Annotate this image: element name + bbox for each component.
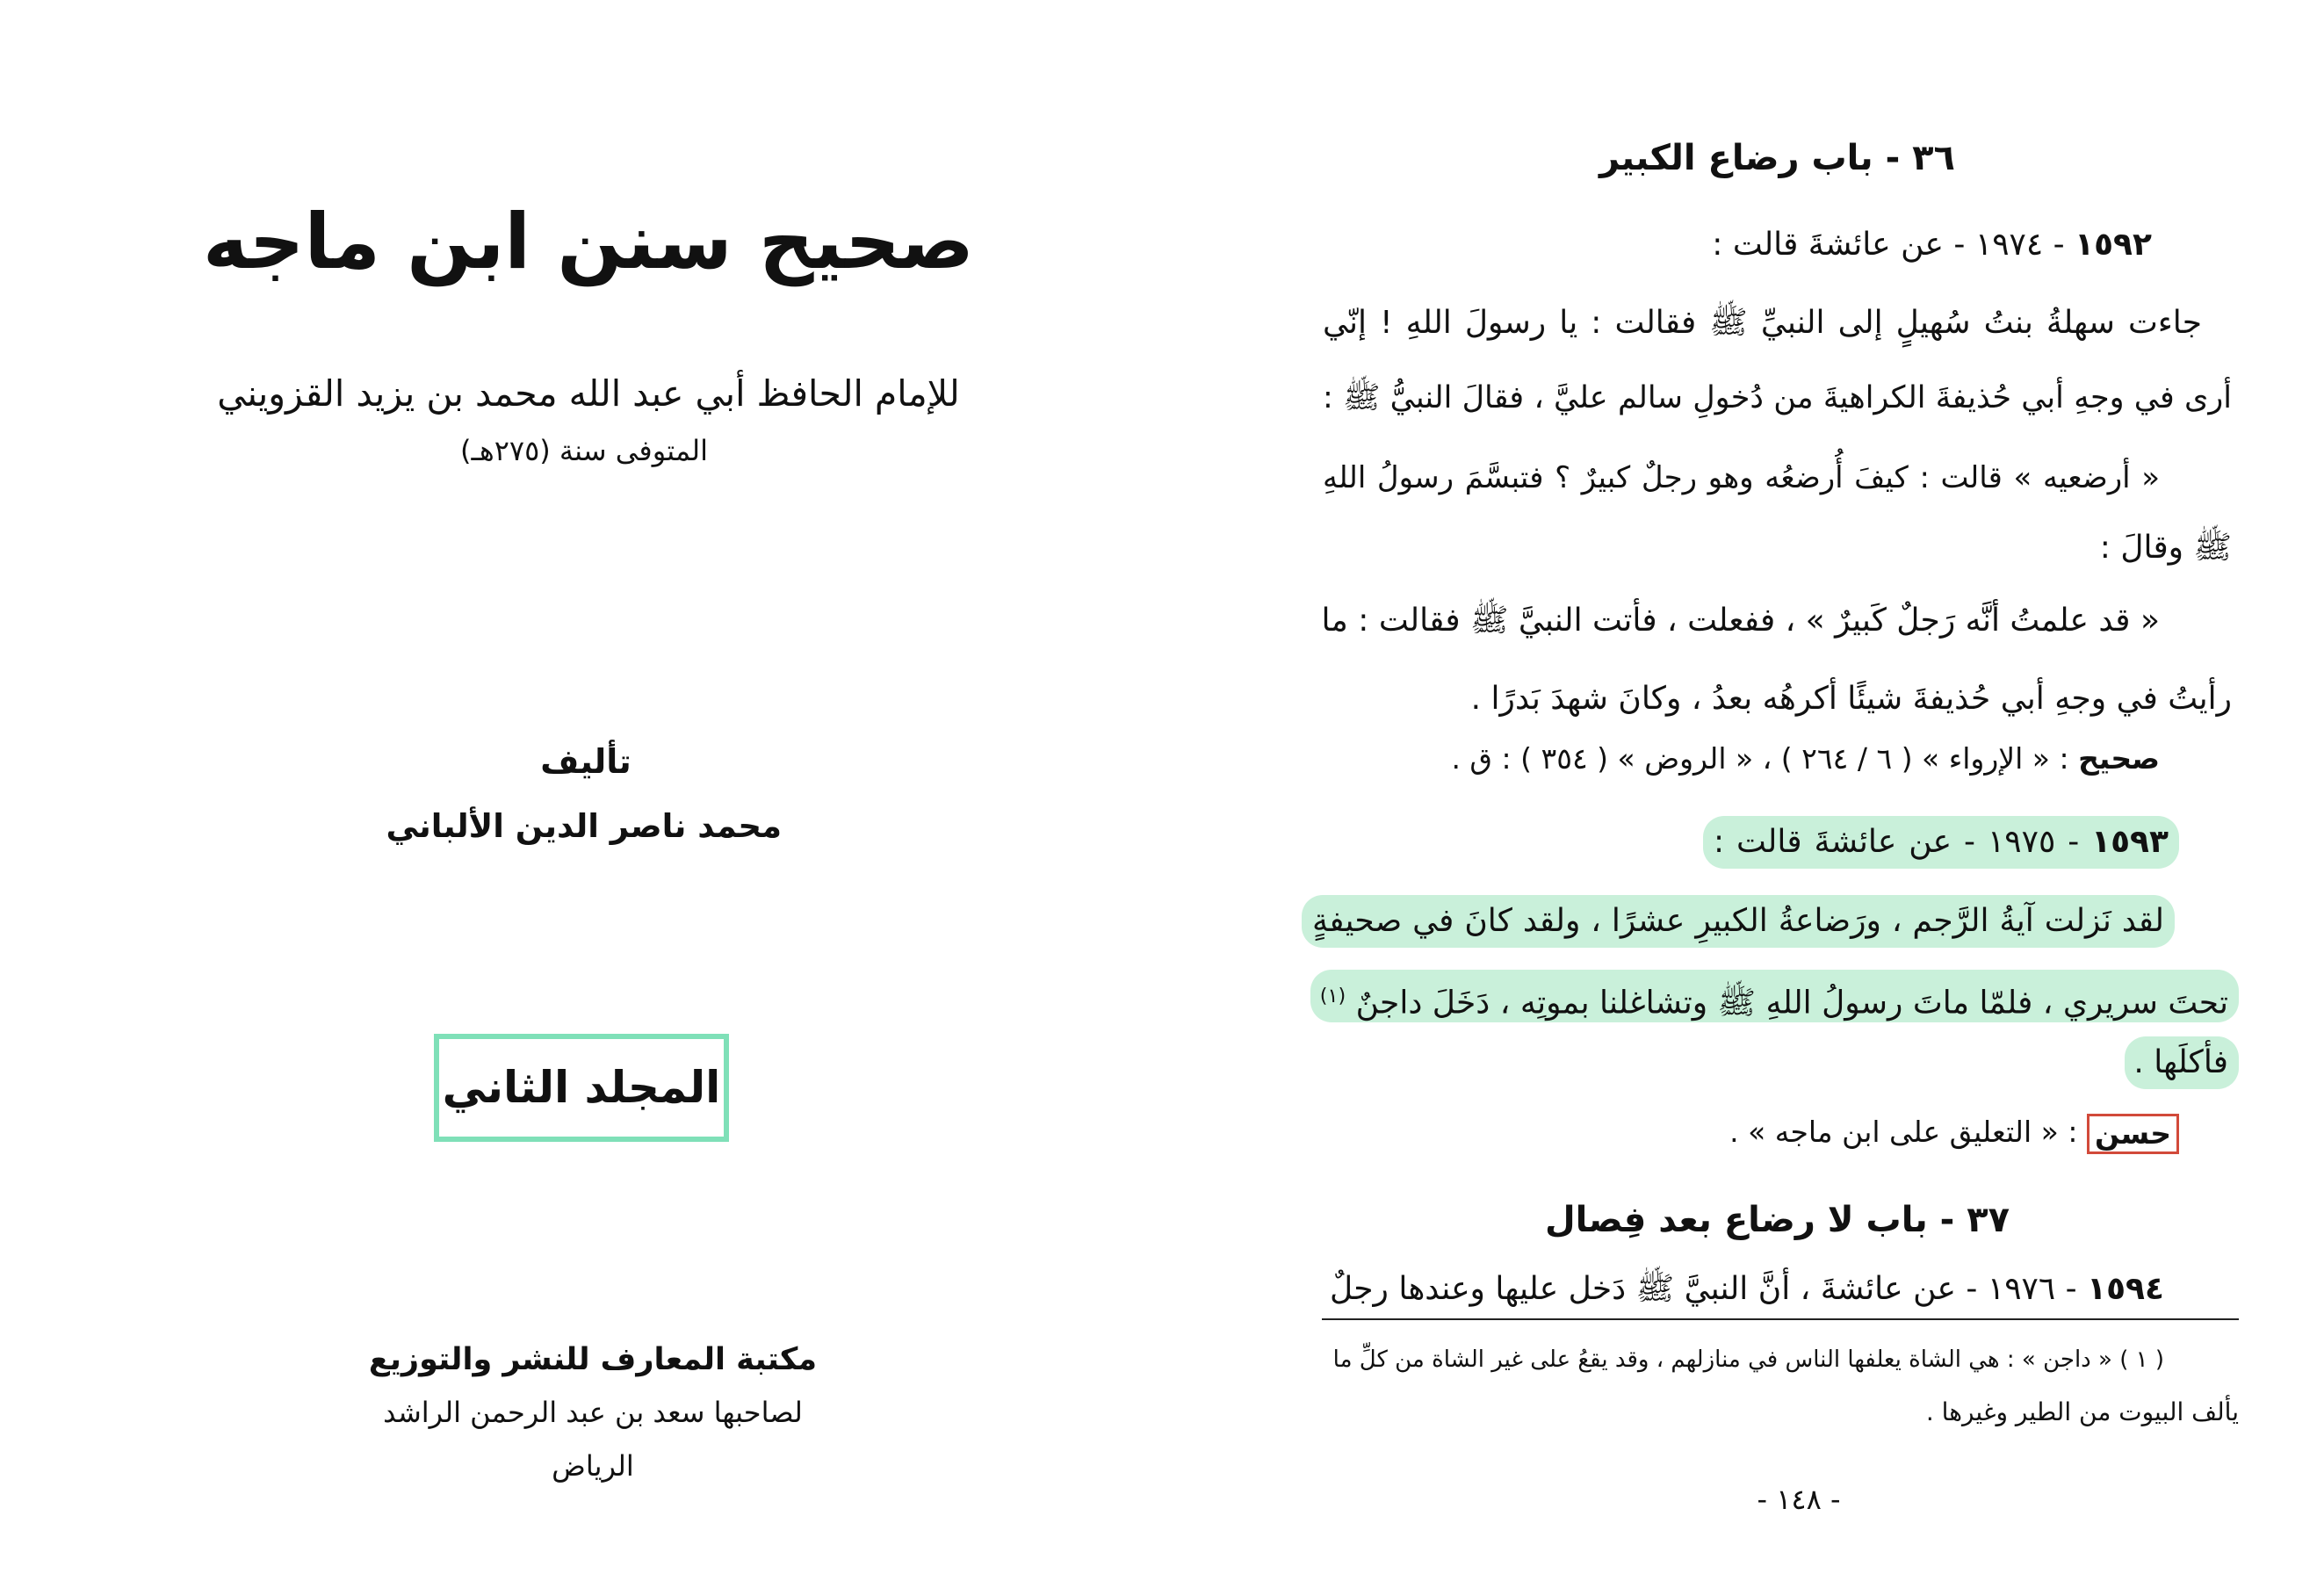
grade-source: : « الإرواء » ( ٦ / ٢٦٤ ) ، « الروض » ( ٣٥٤ ) : ق . [1451,741,2079,776]
footnote-line: ( ١ ) « داجن » : هي الشاة يعلفها الناس في منازلهم ، وقد يقعُ على غير الشاة من كلِّ ما [1332,1346,2164,1373]
hadith-line: ﷺ وقالَ : [2099,530,2232,566]
footnote-divider [1322,1318,2239,1320]
hadith-intro: - ١٩٧٤ - عن عائشةَ قالت : [1712,227,2075,263]
hadith-line-highlight: لقد نَزلت آيةُ الرَّجم ، ورَضاعةُ الكبيرِ عشرًا ، ولقد كانَ في صحيفةٍ [1302,895,2175,948]
hadith-1593-grade-line [1323,1101,2179,1163]
volume-label: المجلد الثاني [442,1062,721,1113]
hadith-intro: - ١٩٧٥ - عن عائشةَ قالت : [1714,824,2092,860]
hadith-intro: - ١٩٧٦ - عن عائشةَ ، أنَّ النبيَّ ﷺ دَخل عليها وعندها رجلٌ [1330,1271,2088,1307]
authorship-label: تأليف [540,742,632,781]
hadith-number: ١٥٩٤ [2087,1271,2164,1307]
publisher-name: مكتبة المعارف للنشر والتوزيع [368,1342,817,1377]
footnote-line: يألف البيوت من الطير وغيرها . [1925,1397,2239,1426]
grade-source: : « التعليق على ابن ماجه » . [1729,1115,2087,1149]
hadith-line: « قد علمتُ أنَّه رَجلٌ كَبيرٌ » ، ففعلت ، فأتت النبيَّ ﷺ فقالت : ما [1321,603,2160,639]
hadith-line: « أرضعيه » قالت : كيفَ أُرضعُه وهو رجلٌ كبيرٌ ؟ فتبسَّمَ رسولُ اللهِ [1323,460,2160,495]
hadith-line-highlight [1310,970,2239,1022]
hadith-1594-header [1330,1259,2164,1320]
publisher-owner: لصاحبها سعد بن عبد الرحمن الراشد [383,1396,803,1429]
publisher-city: الرياض [552,1449,634,1483]
hadith-number: ١٥٩٣ [2091,824,2169,860]
hadith-1593-header-highlight [1703,816,2179,869]
volume-box [434,1034,729,1142]
hadith-line: رأيتُ في وجهِ أبي حُذيفةَ شيئًا أكرهُه بعدُ ، وكانَ شهدَ بَدرًا . [1470,681,2232,717]
right-page-text [1162,0,2324,1581]
hadith-line: جاءت سهلةُ بنتُ سُهيلٍ إلى النبيِّ ﷺ فقالت : يا رسولَ اللهِ ! إنّي [1323,305,2202,341]
death-date-note: المتوفى سنة (٢٧٥هـ) [459,434,709,467]
chapter-36-heading: ٣٦ - باب رضاع الكبير [1599,138,1955,178]
chapter-37-heading: ٣٧ - باب لا رضاع بعد فِصال [1544,1200,2010,1240]
author-imam-line: للإمام الحافظ أبي عبد الله محمد بن يزيد القزويني [217,372,960,415]
author-name: محمد ناصر الدين الألباني [386,807,782,845]
hadith-line-highlight: فأكلَها . [2125,1036,2239,1089]
hadith-line-text: تحتَ سريري ، فلمّا ماتَ رسولُ اللهِ ﷺ وتشاغلنا بموتِه ، دَخَلَ داجنٌ [1355,985,2228,1022]
hadith-line: أرى في وجهِ أبي حُذيفةَ الكراهيةَ من دُخولِ سالم عليَّ ، فقالَ النبيُّ ﷺ : [1323,380,2232,415]
grade-label: صحيح [2078,741,2160,776]
grade-label-boxed: حسن [2087,1114,2179,1154]
hadith-number: ١٥٩٢ [2075,227,2152,263]
book-title: صحيح سنن ابن ماجه [203,197,974,286]
page-number: - ١٤٨ - [1757,1483,1841,1516]
footnote-marker: (١) [1319,985,1346,1007]
hadith-1592-header [1323,214,2152,276]
hadith-1592-grade-line [1323,728,2160,790]
